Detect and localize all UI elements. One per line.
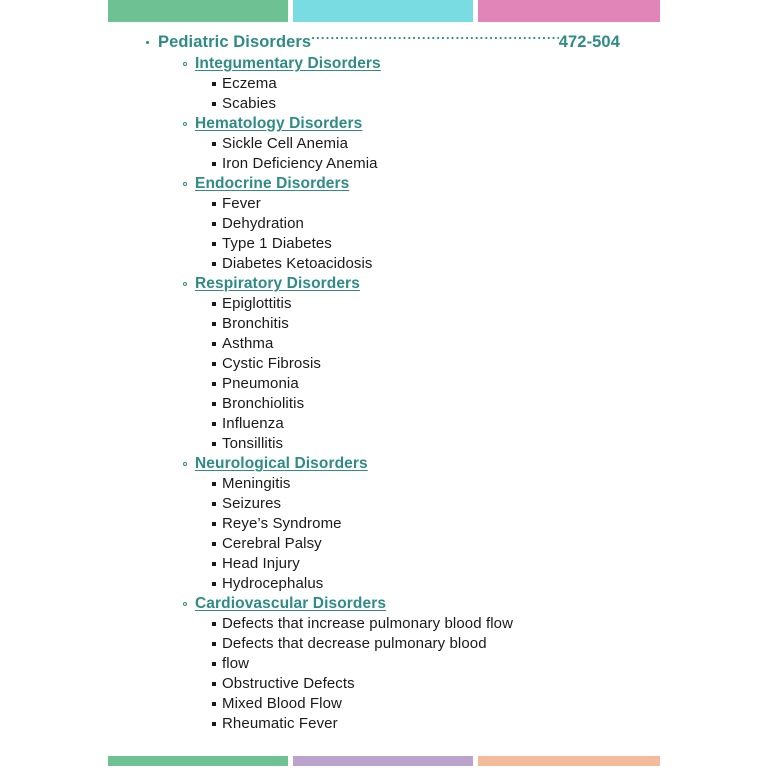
bullet-dot-icon (146, 41, 149, 44)
toc-sub-item-label: Mixed Blood Flow (222, 695, 342, 712)
bullet-circle-icon (183, 62, 187, 66)
toc-section-heading-label: Integumentary Disorders (195, 55, 381, 72)
toc-sub-item-label: Fever (222, 195, 261, 212)
toc-sub-item (0, 194, 768, 214)
toc-sub-item (0, 474, 768, 494)
toc-sub-item (0, 374, 768, 394)
toc-sub-item (0, 134, 768, 154)
toc-sub-item-label: Asthma (222, 335, 274, 352)
bullet-square-icon (212, 162, 216, 166)
toc-sub-item-label: Eczema (222, 75, 277, 92)
toc-sub-item (0, 414, 768, 434)
toc-section-heading-label: Respiratory Disorders (195, 275, 360, 292)
toc-sub-item-label: Diabetes Ketoacidosis (222, 255, 373, 272)
bullet-square-icon (212, 202, 216, 206)
toc-sub-item (0, 614, 768, 634)
toc-sub-item-label: Influenza (222, 415, 284, 432)
toc-sub-item (0, 574, 768, 594)
toc-sub-item (0, 514, 768, 534)
bullet-square-icon (212, 262, 216, 266)
bullet-circle-icon (183, 462, 187, 466)
toc-sub-item (0, 254, 768, 274)
bullet-square-icon (212, 362, 216, 366)
toc-sub-item (0, 154, 768, 174)
toc-sub-item (0, 534, 768, 554)
toc-sub-item-label: Meningitis (222, 475, 291, 492)
toc-section-heading[interactable] (0, 274, 768, 294)
toc-sub-item-label: Epiglottitis (222, 295, 292, 312)
toc-dot-leader (311, 31, 559, 48)
bullet-circle-icon (183, 122, 187, 126)
table-of-contents-body (0, 30, 768, 734)
toc-sub-item (0, 394, 768, 414)
bullet-square-icon (212, 482, 216, 486)
toc-sub-item (0, 654, 768, 674)
top-bar-cyan (293, 0, 473, 22)
bullet-square-icon (212, 642, 216, 646)
toc-sub-item-label: Defects that decrease pulmonary blood (222, 635, 487, 652)
toc-sub-item (0, 214, 768, 234)
toc-sub-item (0, 94, 768, 114)
toc-sub-item (0, 434, 768, 454)
toc-sub-item (0, 554, 768, 574)
toc-sub-item-label: Dehydration (222, 215, 304, 232)
toc-sub-item-label: Tonsillitis (222, 435, 284, 452)
toc-sub-item (0, 234, 768, 254)
toc-entry-main[interactable] (0, 30, 768, 54)
outline-list (0, 30, 768, 734)
toc-sub-item-label: Reye’s Syndrome (222, 515, 342, 532)
toc-sub-item-label: Head Injury (222, 555, 300, 572)
toc-sub-item-label: Defects that increase pulmonary blood flow (222, 615, 514, 632)
bullet-square-icon (212, 222, 216, 226)
toc-section-heading[interactable] (0, 174, 768, 194)
toc-sub-item (0, 674, 768, 694)
toc-section-heading[interactable] (0, 114, 768, 134)
toc-sub-item (0, 334, 768, 354)
bullet-square-icon (212, 582, 216, 586)
toc-sub-item-label: Hydrocephalus (222, 575, 324, 592)
toc-section-heading-label: Cardiovascular Disorders (195, 595, 387, 612)
toc-sub-item (0, 694, 768, 714)
toc-sub-item-label: Iron Deficiency Anemia (222, 155, 378, 172)
toc-section-heading-label: Hematology Disorders (195, 115, 363, 132)
toc-sub-item-label: Cystic Fibrosis (222, 355, 322, 372)
bottom-decorative-bar-strip (0, 756, 768, 766)
bullet-square-icon (212, 342, 216, 346)
bullet-square-icon (212, 722, 216, 726)
bullet-square-icon (212, 622, 216, 626)
bullet-circle-icon (183, 182, 187, 186)
bullet-circle-icon (183, 282, 187, 286)
bullet-square-icon (212, 662, 216, 666)
bottom-bar-purple (293, 756, 473, 766)
toc-sub-item-label: Pneumonia (222, 375, 299, 392)
toc-page-range: 472-504 (558, 33, 620, 51)
toc-sub-item (0, 714, 768, 734)
bullet-square-icon (212, 302, 216, 306)
bullet-square-icon (212, 382, 216, 386)
toc-sub-item-label: flow (222, 655, 250, 672)
bullet-square-icon (212, 562, 216, 566)
toc-sub-item-label: Rheumatic Fever (222, 715, 338, 732)
bullet-square-icon (212, 422, 216, 426)
bullet-square-icon (212, 442, 216, 446)
bottom-bar-peach (478, 756, 660, 766)
bullet-square-icon (212, 402, 216, 406)
bullet-square-icon (212, 522, 216, 526)
bottom-bar-green (108, 756, 288, 766)
toc-section-heading[interactable] (0, 594, 768, 614)
toc-sub-item-label: Type 1 Diabetes (222, 235, 332, 252)
bullet-square-icon (212, 142, 216, 146)
toc-sub-item-label: Bronchitis (222, 315, 289, 332)
toc-sub-item-label: Seizures (222, 495, 282, 512)
toc-sub-item (0, 634, 768, 654)
toc-sub-item (0, 294, 768, 314)
toc-section-heading-label: Neurological Disorders (195, 455, 368, 472)
toc-section-heading[interactable] (0, 454, 768, 474)
toc-sub-item-label: Obstructive Defects (222, 675, 355, 692)
toc-sub-item-label: Sickle Cell Anemia (222, 135, 349, 152)
toc-sub-item-label: Scabies (222, 95, 277, 112)
bullet-square-icon (212, 242, 216, 246)
toc-main-title: Pediatric Disorders (158, 33, 312, 51)
bullet-square-icon (212, 702, 216, 706)
top-bar-pink (478, 0, 660, 22)
bullet-square-icon (212, 82, 216, 86)
bullet-square-icon (212, 102, 216, 106)
bullet-square-icon (212, 542, 216, 546)
top-bar-green (108, 0, 288, 22)
toc-section-heading-label: Endocrine Disorders (195, 175, 350, 192)
bullet-square-icon (212, 502, 216, 506)
toc-sub-item (0, 354, 768, 374)
toc-sub-item (0, 494, 768, 514)
toc-sub-item-label: Cerebral Palsy (222, 535, 322, 552)
bullet-square-icon (212, 682, 216, 686)
toc-sub-item-label: Bronchiolitis (222, 395, 305, 412)
top-decorative-bar-strip (0, 0, 768, 22)
toc-sub-item (0, 314, 768, 334)
toc-section-heading[interactable] (0, 54, 768, 74)
toc-sub-item (0, 74, 768, 94)
bullet-circle-icon (183, 602, 187, 606)
bullet-square-icon (212, 322, 216, 326)
